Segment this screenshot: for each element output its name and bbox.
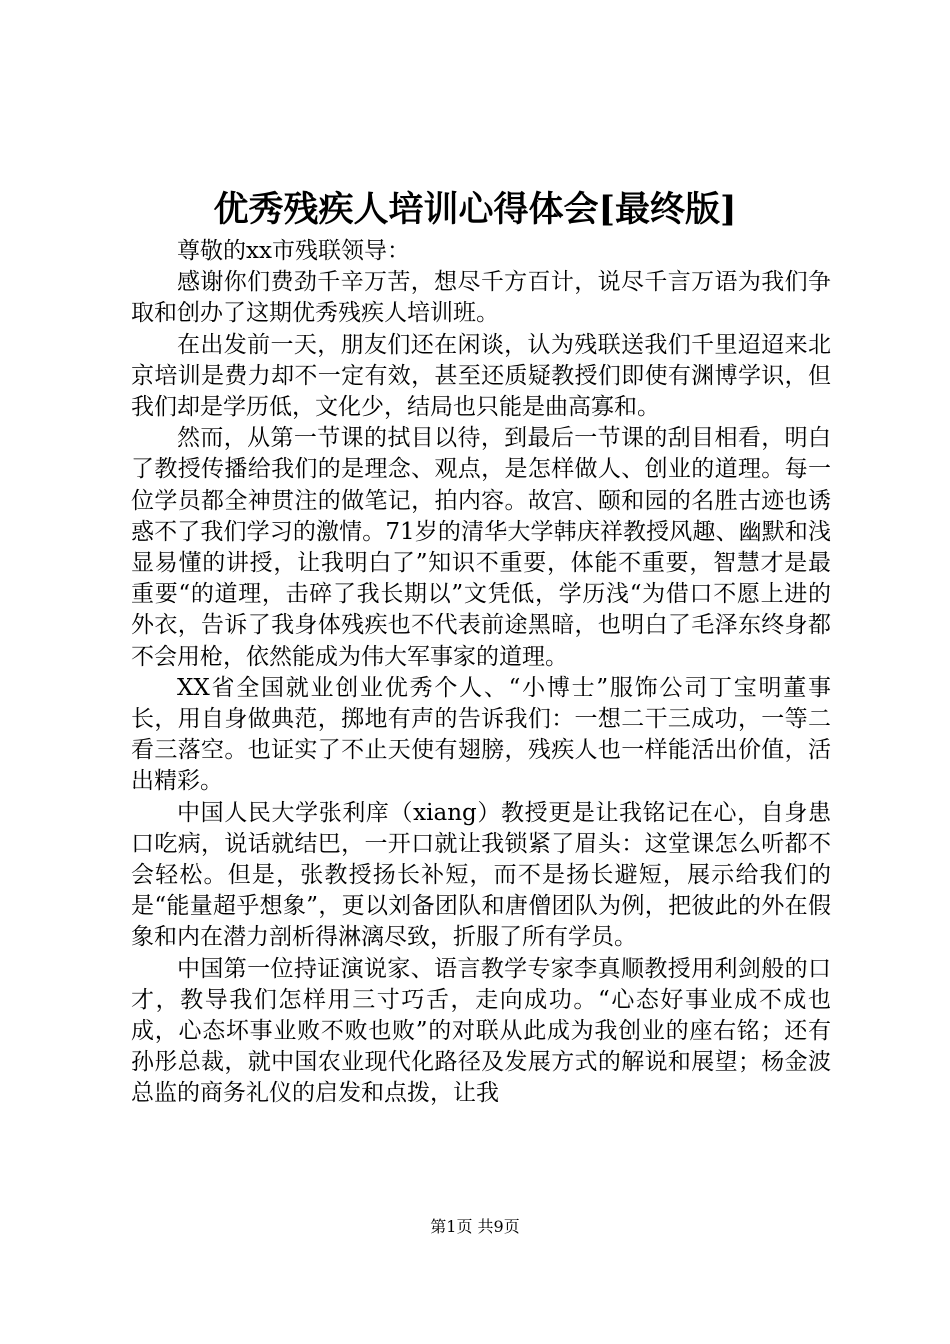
page-number-footer: 第1页 共9页 — [430, 1217, 520, 1236]
paragraph: XX省全国就业创业优秀个人、“小博士”服饰公司丁宝明董事长，用自身做典范，掷地有声的告诉我们：一想二干三成功，一等二看三落空。也证实了不止天使有翅膀，残疾人也一样能活出价值，活出精彩。 — [131, 674, 831, 795]
salutation: 尊敬的xx市残联领导： — [177, 238, 410, 264]
paragraph: 中国第一位持证演说家、语言教学专家李真顺教授用利剑般的口才，教导我们怎样用三寸巧舌，走向成功。“心态好事业成不成也成，心态坏事业败不败也败”的对联从此成为我创业的座右铭；还有孙彤总裁，就中国农业现代化路径及发展方式的解说和展望；杨金波总监的商务礼仪的启发和点拨，让我 — [131, 955, 831, 1107]
document-title: 优秀残疾人培训心得体会[最终版] — [213, 189, 737, 230]
paragraph: 中国人民大学张利庠（xiang）教授更是让我铭记在心，自身患口吃病，说话就结巴，一开口就让我锁紧了眉头：这堂课怎么听都不会轻松。但是，张教授扬长补短，而不是扬长避短，展示给我们的是“能量超乎想象”，更以刘备团队和唐僧团队为例，把彼此的外在假象和内在潜力剖析得淋漓尽致，折服了所有学员。 — [131, 799, 831, 951]
paragraph: 然而，从第一节课的拭目以待，到最后一节课的刮目相看，明白了教授传播给我们的是理念、观点，是怎样做人、创业的道理。每一位学员都全神贯注的做笔记，拍内容。故宫、颐和园的名胜古迹也诱惑不了我们学习的激情。71岁的清华大学韩庆祥教授风趣、幽默和浅显易懂的讲授，让我明白了”知识不重要，体能不重要，智慧才是最重要“的道理，击碎了我长期以”文凭低，学历浅“为借口不愿上进的外衣，告诉了我身体残疾也不代表前途黑暗，也明白了毛泽东终身都不会用枪，依然能成为伟大军事家的道理。 — [131, 425, 831, 670]
document-body — [131, 236, 831, 1110]
paragraph: 在出发前一天，朋友们还在闲谈，认为残联送我们千里迢迢来北京培训是费力却不一定有效，甚至还质疑教授们即使有渊博学识，但我们却是学历低，文化少，结局也只能是曲高寡和。 — [131, 331, 831, 421]
paragraph: 感谢你们费劲千辛万苦，想尽千方百计，说尽千言万语为我们争取和创办了这期优秀残疾人培训班。 — [131, 269, 831, 327]
